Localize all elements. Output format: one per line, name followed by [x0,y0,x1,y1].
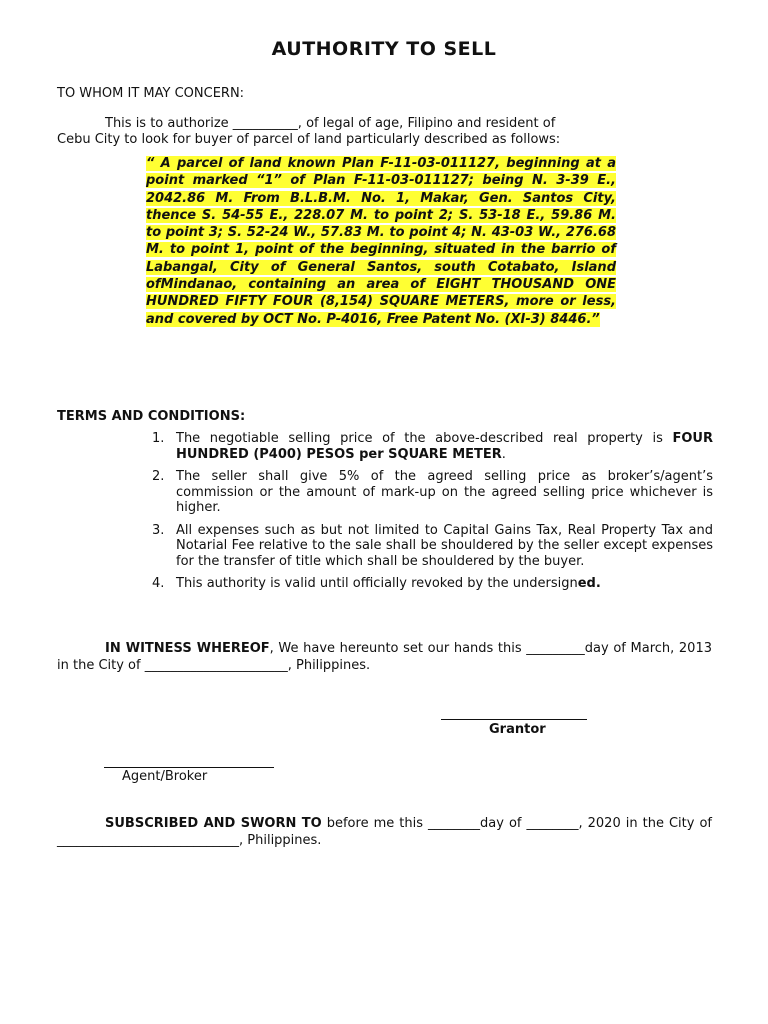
term-item [148,431,713,462]
witness-lead: IN WITNESS WHEREOF [105,641,270,656]
terms-heading: TERMS AND CONDITIONS: [57,409,246,424]
intro-line-2: Cebu City to look for buyer of parcel of land particularly described as follows: [57,132,561,147]
intro-paragraph [57,116,712,148]
term-number: 1. [152,431,165,446]
sworn-lead: SUBSCRIBED AND SWORN TO [105,816,322,831]
grantor-signature-line [441,719,587,720]
intro-text-1: This is to authorize __________, of legal of age, Filipino and resident of [105,116,556,131]
term-text-end: . [501,446,506,462]
term-text: This authority is valid until officially revoked by the undersign [176,576,578,591]
term-text: All expenses such as but not limited to Capital Gains Tax, Real Property Tax and Notarial Fee relative to the sale shall be shouldered by the seller except expenses for the transfer of title which shall be shouldered by the buyer. [176,522,713,569]
term-number: 4. [152,576,165,591]
intro-line-1 [57,116,712,132]
term-text-bold: ed. [577,576,601,591]
term-item [148,469,713,516]
terms-list [148,431,713,599]
agent-signature-line [104,767,274,768]
addressee: TO WHOM IT MAY CONCERN: [57,86,245,101]
document-title: AUTHORITY TO SELL [271,38,497,60]
parcel-description-text: “ A parcel of land known Plan F-11-03-011127, beginning at a point marked “1” of Plan F-11-03-011127; being N. 3-39 E., 2042.86 M. From B.L.B.M. No. 1, Makar, Gen. Santos City, thence S. 54-55 E., 228.07 M. to point 2; S. 53-18 E., 59.86 M. to point 3; S. 52-24 W., 57.83 M. to point 4; N. 43-03 W., 276.68 M. to point 1, point of the beginning, situated in the barrio of Labangal, City of General Santos, south Cotabato, Island ofMindanao, containing an area of EIGHT THOUSAND ONE HUNDRED FIFTY FOUR (8,154) SQUARE METERS, more or less, and covered by OCT No. P-4016, Free Patent No. (XI-3) 8446.” [146,156,616,327]
parcel-description [146,155,616,328]
agent-label: Agent/Broker [122,769,208,784]
term-item [148,576,713,592]
term-number: 2. [152,469,165,484]
grantor-label: Grantor [489,722,546,737]
witness-text: , We have hereunto set our hands this _________day of March, 2013 in the City of ______________________, Philippines. [57,641,712,673]
term-item [148,523,713,570]
sworn-paragraph [57,816,712,849]
term-number: 3. [152,522,165,538]
term-text-bold: FOUR HUNDRED (P400) PESOS per SQUARE METER [176,431,713,462]
term-text: The seller shall give 5% of the agreed selling price as broker’s/agent’s commission or the amount of mark-up on the agreed selling price whichever is higher. [176,469,713,515]
witness-paragraph [57,641,712,674]
sworn-text: before me this ________day of ________, 2020 in the City of ____________________________, Philippines. [57,816,713,848]
term-text: The negotiable selling price of the above-described real property is [176,431,673,446]
